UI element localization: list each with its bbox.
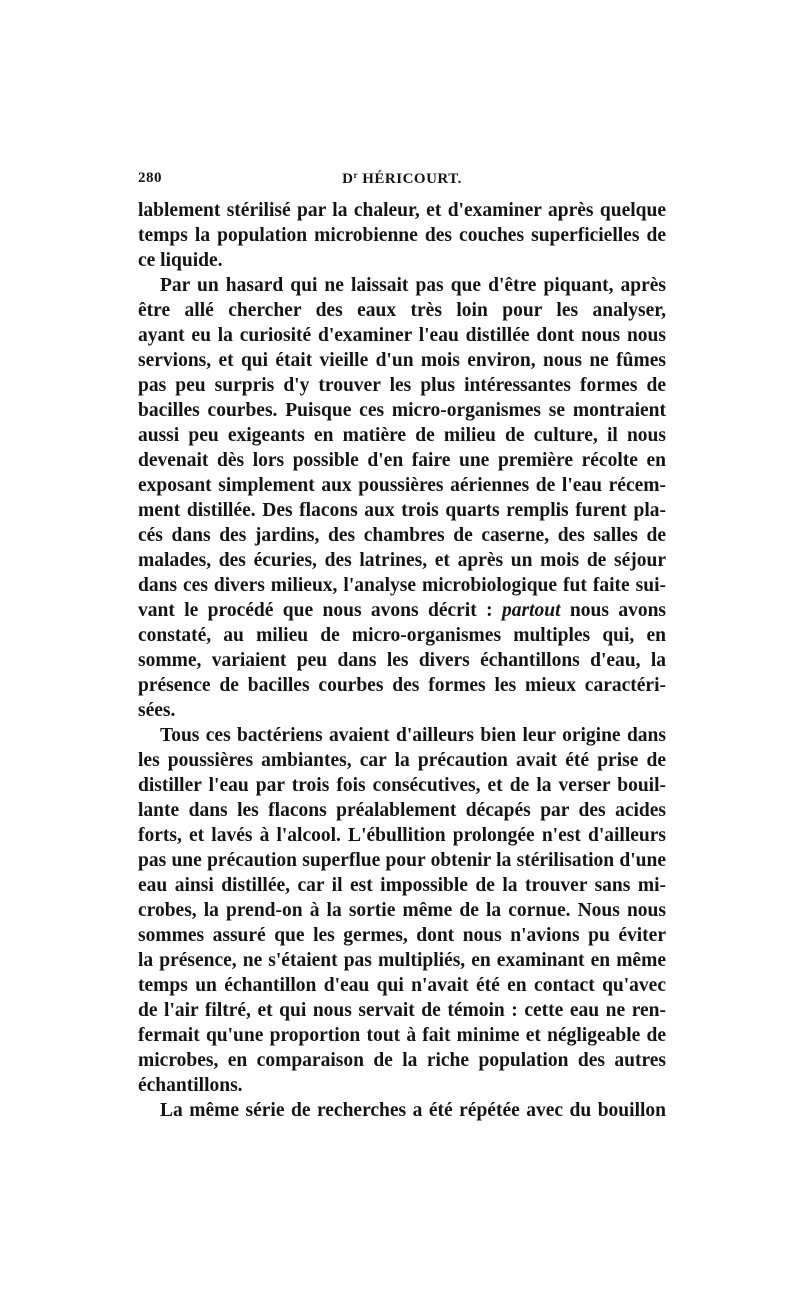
text-line: eau ainsi distillée, car il est impossible de la trouver sans mi- [138, 875, 666, 896]
text-line: pas une précaution superflue pour obtenir la stérilisation d'une [138, 850, 666, 871]
text-line: fermait qu'une proportion tout à fait minime et négligeable de [138, 1025, 666, 1046]
text-line: constaté, au milieu de micro-organismes multiples qui, en [138, 625, 666, 646]
author-name: HÉRICOURT. [357, 171, 462, 187]
italic-emphasis: partout [501, 600, 561, 621]
page-header [138, 170, 666, 190]
text-line: microbes, en comparaison de la riche population des autres [138, 1050, 666, 1071]
paragraph-start-line: Par un hasard qui ne laissait pas que d'être piquant, après [160, 275, 666, 296]
text-line: bacilles courbes. Puisque ces micro-organismes se montraient [138, 400, 666, 421]
text-line: cés dans des jardins, des chambres de caserne, des salles de [138, 525, 666, 546]
text-line: ayant eu la curiosité d'examiner l'eau distillée dont nous nous [138, 325, 666, 346]
text-line: sommes assuré que les germes, dont nous n'avions pu éviter [138, 925, 666, 946]
text-line: malades, des écuries, des latrines, et après un mois de séjour [138, 550, 666, 571]
text-segment: nous avons [569, 600, 667, 621]
author-superscript: r [353, 170, 358, 180]
text-line: pas peu surpris d'y trouver les plus intéressantes formes de [138, 375, 666, 396]
text-line [138, 598, 666, 623]
text-line: devenait dès lors possible d'en faire une première récolte en [138, 450, 666, 471]
text-line: la présence, ne s'étaient pas multipliés, en examinant en même [138, 950, 666, 971]
text-line: exposant simplement aux poussières aériennes de l'eau récem- [138, 475, 666, 496]
text-line: crobes, la prend-on à la sortie même de la cornue. Nous nous [138, 900, 666, 921]
text-line: servions, et qui était vieille d'un mois environ, nous ne fûmes [138, 350, 666, 371]
text-line: dans ces divers milieux, l'analyse microbiologique fut faite sui- [138, 575, 666, 596]
text-segment: vant le procédé que nous avons décrit : [138, 600, 493, 621]
text-line: aussi peu exigeants en matière de milieu de culture, il nous [138, 425, 666, 446]
text-line: temps la population microbienne des couches superficielles de [138, 225, 666, 246]
text-line: présence de bacilles courbes des formes les mieux caractéri- [138, 675, 666, 696]
text-line: les poussières ambiantes, car la précaution avait été prise de [138, 750, 666, 771]
page-number: 280 [138, 170, 162, 186]
text-line: lante dans les flacons préalablement décapés par des acides [138, 800, 666, 821]
text-line: somme, variaient peu dans les divers échantillons d'eau, la [138, 650, 666, 671]
text-line: ce liquide. [138, 250, 223, 271]
running-head [138, 170, 666, 188]
paragraph-start-line: Tous ces bactériens avaient d'ailleurs bien leur origine dans [160, 725, 666, 746]
text-line: forts, et lavés à l'alcool. L'ébullition prolongée n'est d'ailleurs [138, 825, 666, 846]
text-line: ment distillée. Des flacons aux trois quarts remplis furent pla- [138, 500, 666, 521]
text-line: sées. [138, 700, 176, 721]
author-prefix: D [342, 171, 354, 187]
paragraph-start-line: La même série de recherches a été répétée avec du bouillon [160, 1100, 666, 1121]
text-line: échantillons. [138, 1075, 243, 1096]
text-line: distiller l'eau par trois fois consécutives, et de la verser bouil- [138, 775, 666, 796]
text-line: lablement stérilisé par la chaleur, et d'examiner après quelque [138, 200, 666, 221]
body-text [138, 198, 666, 1123]
text-line: temps un échantillon d'eau qui n'avait été en contact qu'avec [138, 975, 666, 996]
text-line: être allé chercher des eaux très loin pour les analyser, [138, 300, 666, 321]
text-line: de l'air filtré, et qui nous servait de témoin : cette eau ne ren- [138, 1000, 666, 1021]
